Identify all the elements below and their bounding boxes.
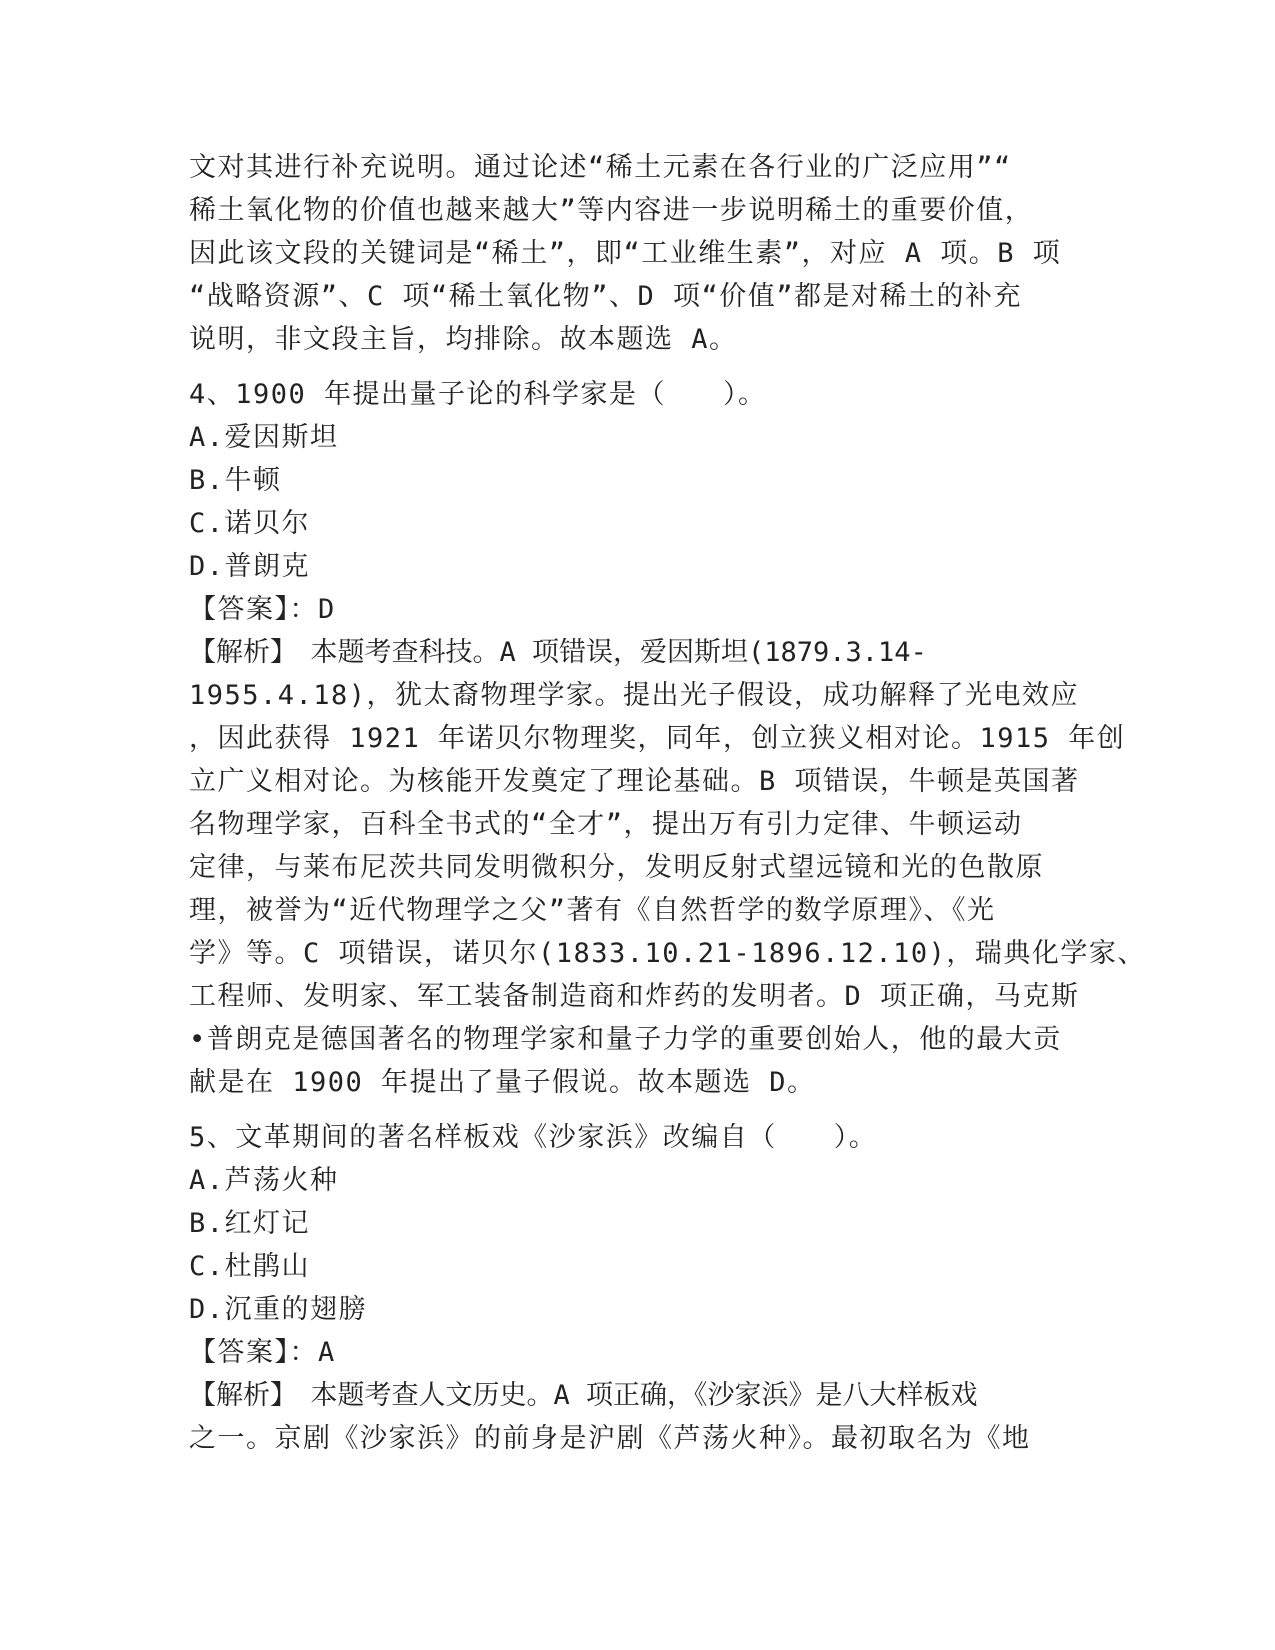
page-content bbox=[189, 146, 1146, 1460]
text-line: 说明，非文段主旨，均排除。故本题选 A。 bbox=[189, 324, 738, 355]
question-4 bbox=[189, 373, 1146, 1104]
question-stem: 5、文革期间的著名样板戏《沙家浜》改编自（ ）。 bbox=[189, 1122, 878, 1153]
spacer bbox=[189, 1104, 1089, 1116]
previous-analysis-continuation bbox=[189, 146, 1089, 361]
text-line: “战略资源”、C 项“稀土氧化物”、D 项“价值”都是对稀土的补充 bbox=[189, 281, 1023, 312]
analysis-line: 名物理学家，百科全书式的“全才”，提出万有引力定律、牛顿运动 bbox=[189, 809, 1023, 840]
analysis-line: 立广义相对论。为核能开发奠定了理论基础。B 项错误，牛顿是英国著 bbox=[189, 766, 1080, 797]
analysis-line: 理，被誉为“近代物理学之父”著有《自然哲学的数学原理》、《光 bbox=[189, 895, 996, 926]
question-5 bbox=[189, 1116, 1089, 1460]
analysis-line: 工程师、发明家、军工装备制造商和炸药的发明者。D 项正确，马克斯 bbox=[189, 981, 1080, 1012]
option-b: B.红灯记 bbox=[189, 1208, 311, 1239]
option-c: C.杜鹃山 bbox=[189, 1251, 311, 1282]
analysis-line: •普朗克是德国著名的物理学家和量子力学的重要创始人，他的最大贡 bbox=[189, 1024, 1062, 1055]
analysis-line: 之一。京剧《沙家浜》的前身是沪剧《芦荡火种》。最初取名为《地 bbox=[189, 1423, 1031, 1454]
option-a: A.芦荡火种 bbox=[189, 1165, 339, 1196]
option-d: D.沉重的翅膀 bbox=[189, 1294, 368, 1325]
analysis-line: 学》等。C 项错误，诺贝尔(1833.10.21-1896.12.10)，瑞典化学家、 bbox=[189, 938, 1146, 969]
option-c: C.诺贝尔 bbox=[189, 508, 311, 539]
analysis-line: ，因此获得 1921 年诺贝尔物理奖，同年，创立狭义相对论。1915 年创 bbox=[189, 723, 1126, 754]
answer-line: 【答案】：A bbox=[189, 1337, 336, 1368]
answer-line: 【答案】：D bbox=[189, 594, 336, 625]
text-line: 因此该文段的关键词是“稀土”，即“工业维生素”，对应 A 项。B 项 bbox=[189, 238, 1062, 269]
analysis-line: 【解析】 本题考查科技。A 项错误，爱因斯坦(1879.3.14- bbox=[189, 637, 927, 668]
analysis-line: 【解析】 本题考查人文历史。A 项正确，《沙家浜》是八大样板戏 bbox=[189, 1380, 978, 1411]
text-line: 稀土氧化物的价值也越来越大”等内容进一步说明稀土的重要价值， bbox=[189, 195, 1034, 226]
text-line: 文对其进行补充说明。通过论述“稀土元素在各行业的广泛应用”“ bbox=[189, 152, 1012, 183]
spacer bbox=[189, 361, 1089, 373]
analysis-line: 1955.4.18)，犹太裔物理学家。提出光子假设，成功解释了光电效应 bbox=[189, 680, 1080, 711]
option-a: A.爱因斯坦 bbox=[189, 422, 339, 453]
option-d: D.普朗克 bbox=[189, 551, 311, 582]
analysis-line: 献是在 1900 年提出了量子假说。故本题选 D。 bbox=[189, 1067, 816, 1098]
question-stem: 4、1900 年提出量子论的科学家是（ ）。 bbox=[189, 379, 767, 410]
analysis-line: 定律，与莱布尼茨共同发明微积分，发明反射式望远镜和光的色散原 bbox=[189, 852, 1044, 883]
option-b: B.牛顿 bbox=[189, 465, 282, 496]
